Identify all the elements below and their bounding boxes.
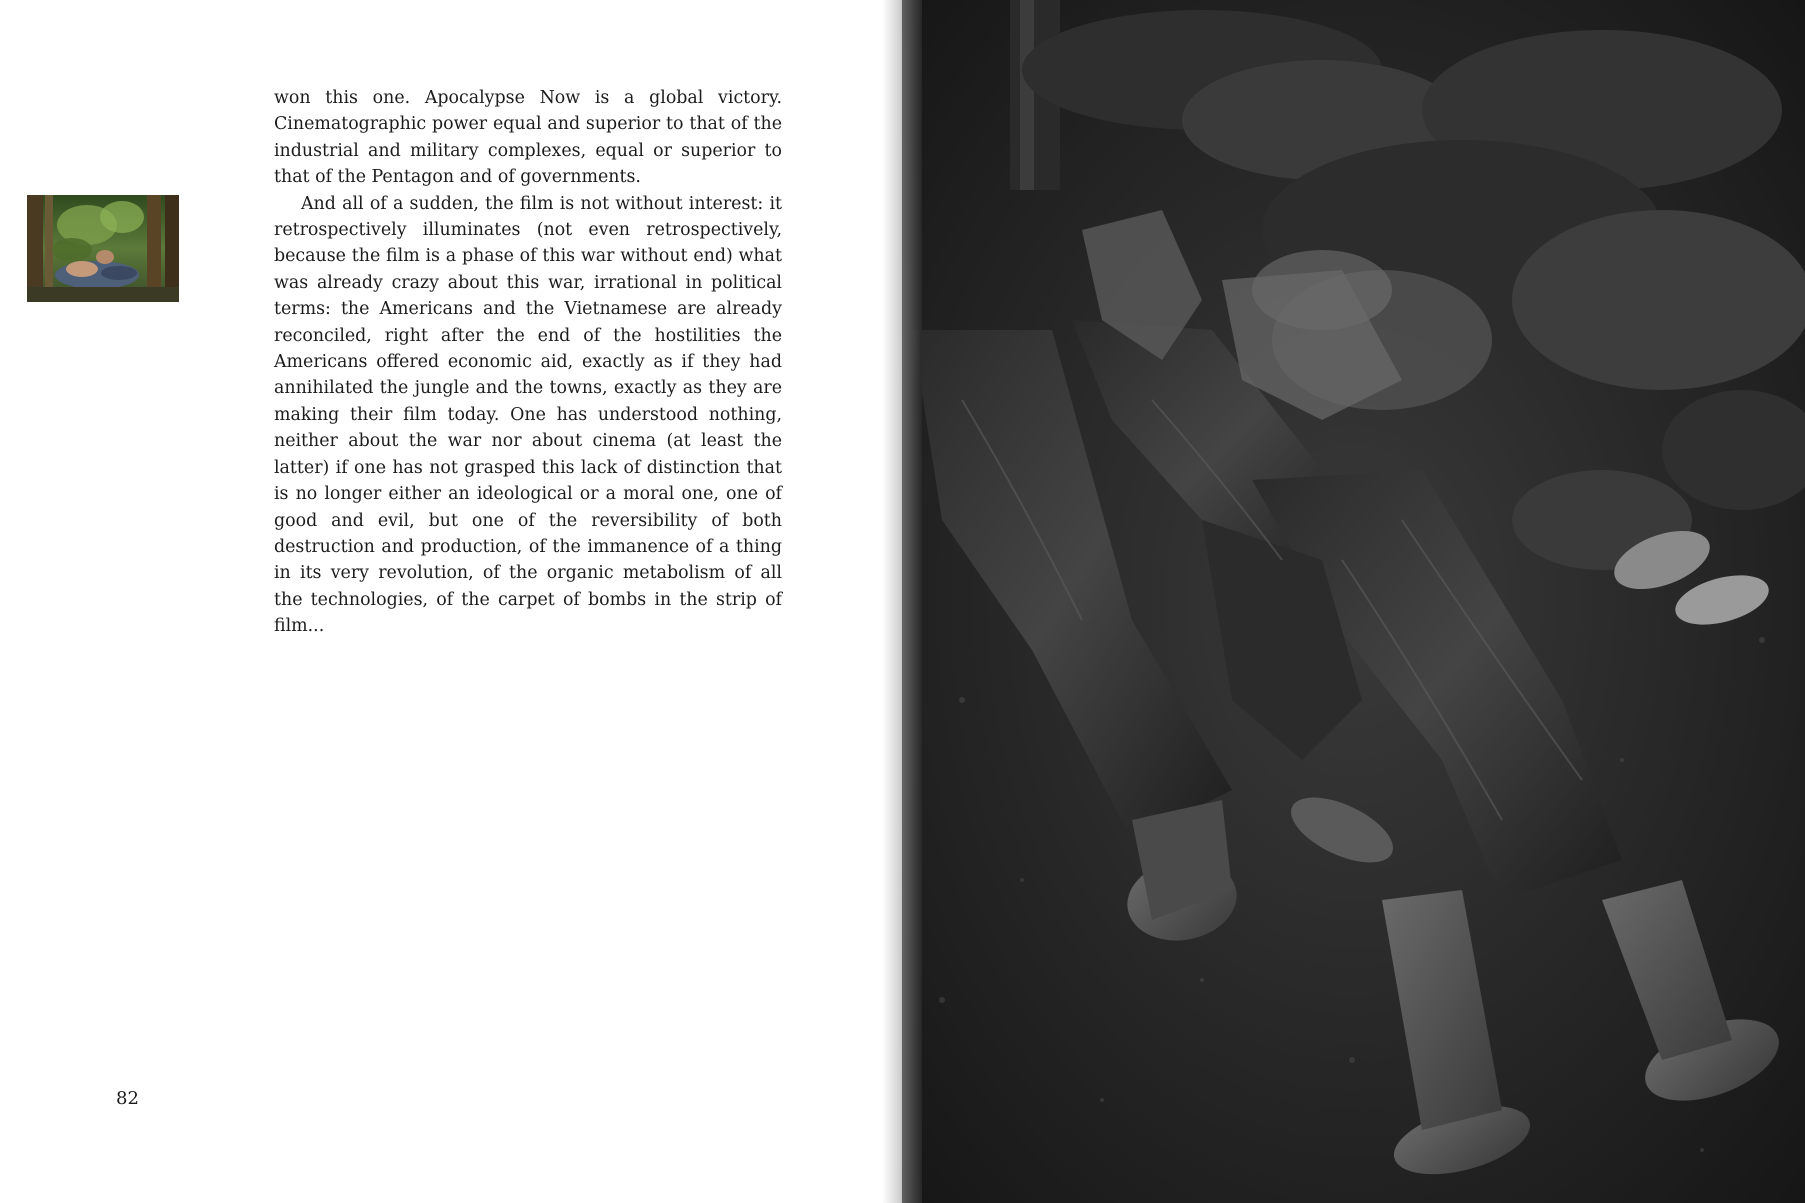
left-page xyxy=(0,0,902,1203)
paragraph-2: And all of a sudden, the film is not without interest: it retrospectively illuminates (not even retrospectively, because the film is a phase of this war without end) what was already crazy about this war, irrational in political terms: the Americans and the Vietnamese are already reconciled, right after the end of the hostilities the Americans offered economic aid, exactly as if they had annihilated the jungle and the towns, exactly as they are making their film today. One has understood nothing, neither about the war nor about cinema (at least the latter) if one has not grasped this lack of distinction that is no longer either an ideological or a moral one, one of good and evil, but one of the reversibility of both destruction and production, of the immanence of a thing in its very revolution, of the organic metabolism of all the technologies, of the carpet of bombs in the strip of film... xyxy=(274,193,782,637)
paragraph-1: won this one. Apocalypse Now is a global victory. Cinematographic power equal and superior to that of the industrial and military complexes, equal or superior to that of the Pentagon and of governments. xyxy=(274,88,782,188)
page-number: 82 xyxy=(116,1088,139,1109)
bodies-photograph xyxy=(902,0,1805,1203)
body-text-column xyxy=(274,85,782,640)
right-page-photograph xyxy=(902,0,1805,1203)
jungle-thumbnail-image xyxy=(27,195,179,302)
film-still-thumbnail xyxy=(27,195,179,302)
